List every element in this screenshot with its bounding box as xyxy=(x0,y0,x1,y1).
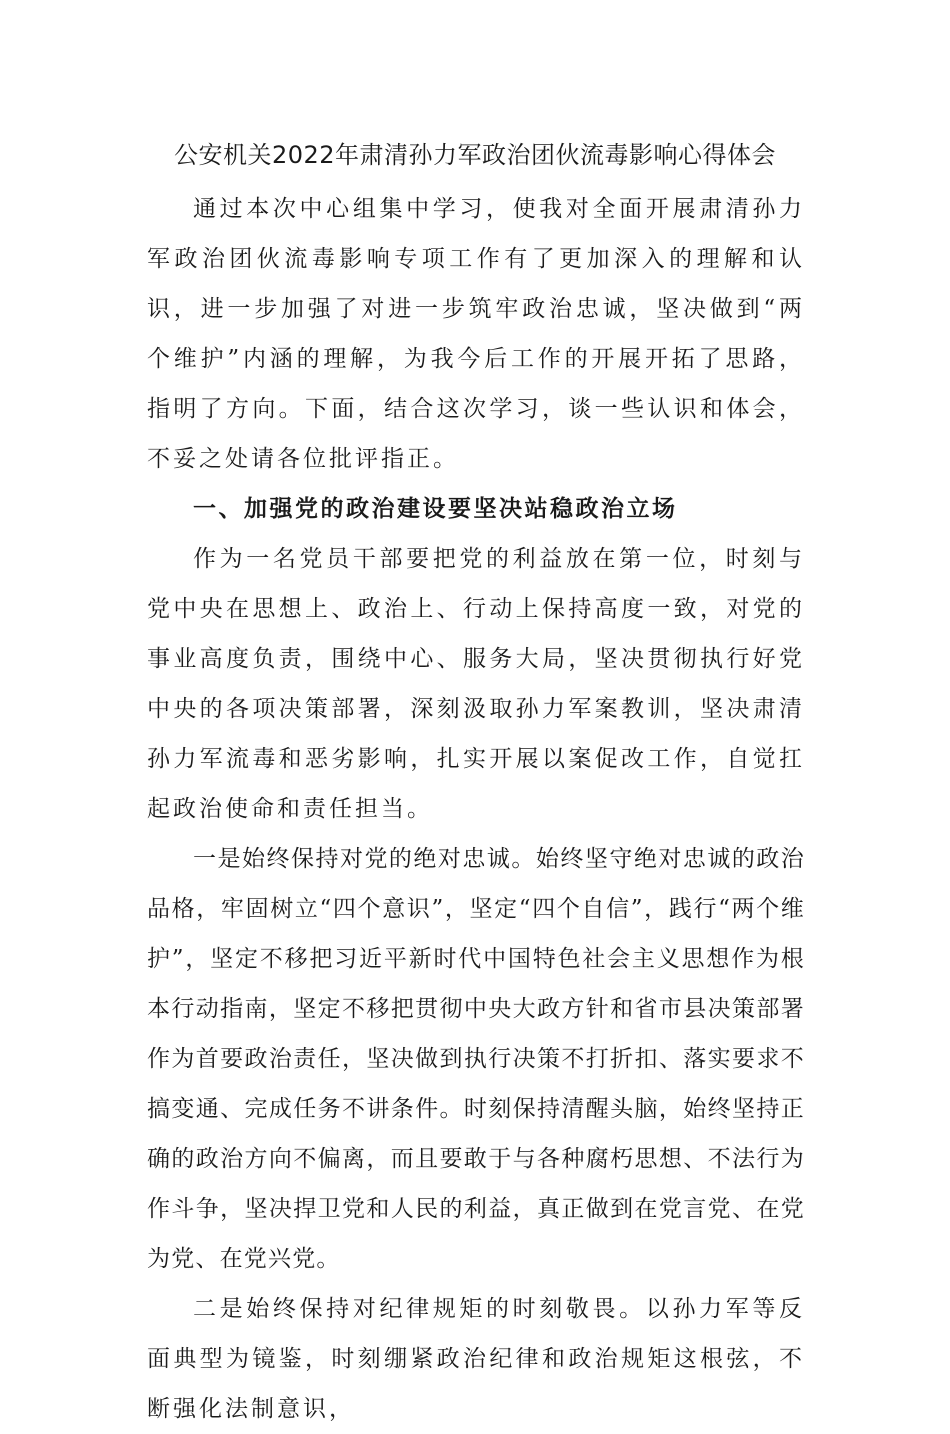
paragraph-point-two: 二是始终保持对纪律规矩的时刻敬畏。以孙力军等反面典型为镜鉴，时刻绷紧政治纪律和政治规矩这根弦，不断强化法制意识， xyxy=(147,1296,805,1422)
paragraph-point-one: 一是始终保持对党的绝对忠诚。始终坚守绝对忠诚的政治品格，牢固树立“四个意识”，坚定“四个自信”，践行“两个维护”，坚定不移把习近平新时代中国特色社会主义思想作为根本行动指南，坚定不移把贯彻中央大政方针和省市县决策部署作为首要政治责任，坚决做到执行决策不打折扣、落实要求不搞变通、完成任务不讲条件。时刻保持清醒头脑，始终坚持正确的政治方向不偏离，而且要敢于与各种腐朽思想、不法行为作斗争，坚决捍卫党和人民的利益，真正做到在党言党、在党为党、在党兴党。 xyxy=(147,846,805,1272)
document-body xyxy=(147,184,805,1434)
paragraph-intro: 通过本次中心组集中学习，使我对全面开展肃清孙力军政治团伙流毒影响专项工作有了更加深入的理解和认识，进一步加强了对进一步筑牢政治忠诚，坚决做到“两个维护”内涵的理解，为我今后工作的开展开拓了思路，指明了方向。下面，结合这次学习，谈一些认识和体会，不妥之处请各位批评指正。 xyxy=(147,196,805,472)
document-title: 公安机关2022年肃清孙力军政治团伙流毒影响心得体会 xyxy=(173,141,777,169)
paragraph-section-intro: 作为一名党员干部要把党的利益放在第一位，时刻与党中央在思想上、政治上、行动上保持高度一致，对党的事业高度负责，围绕中心、服务大局，坚决贯彻执行好党中央的各项决策部署，深刻汲取孙力军案教训，坚决肃清孙力军流毒和恶劣影响，扎实开展以案促改工作，自觉扛起政治使命和责任担当。 xyxy=(147,546,805,822)
section-heading: 一、加强党的政治建设要坚决站稳政治立场 xyxy=(193,496,678,522)
